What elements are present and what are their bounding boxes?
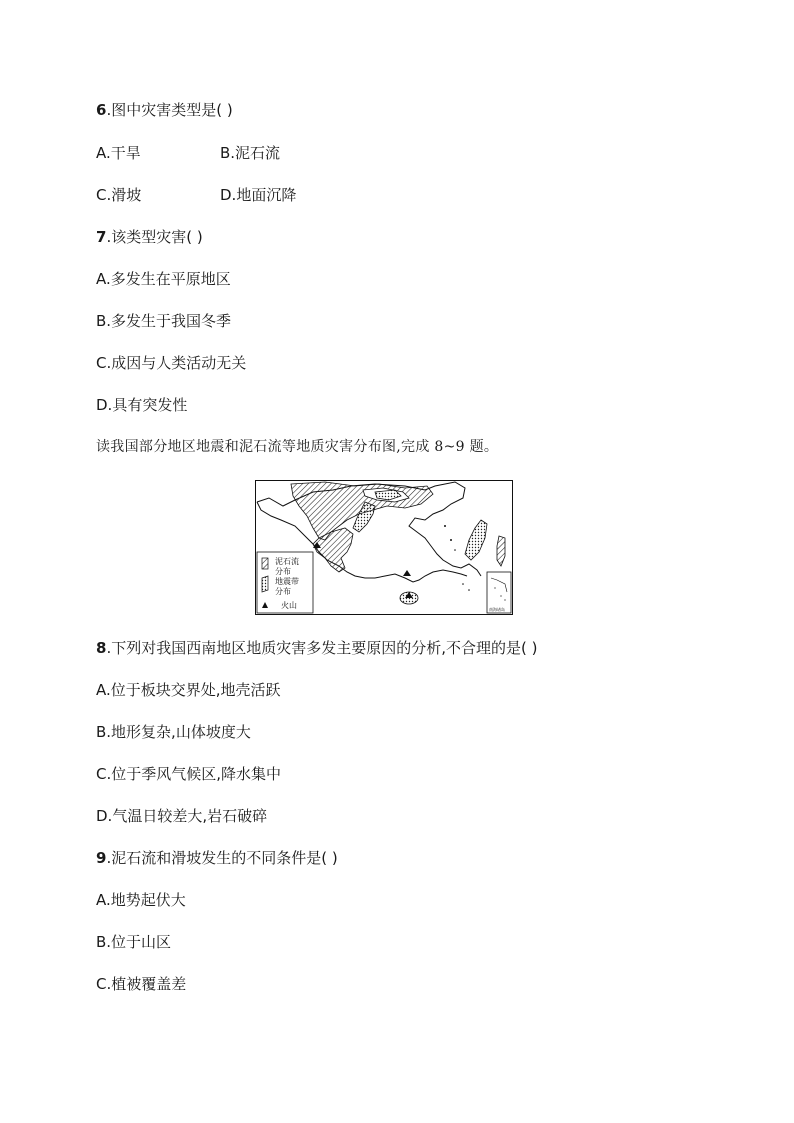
question-number: 6 [96, 101, 107, 119]
question-text: .泥石流和滑坡发生的不同条件是( ) [106, 849, 338, 867]
question-text: .图中灾害类型是( ) [106, 101, 233, 119]
option-b: B.泥石流 [220, 144, 281, 162]
map-instructions: 读我国部分地区地震和泥石流等地质灾害分布图,完成 8~9 题。 [96, 439, 499, 455]
question-text: .下列对我国西南地区地质灾害多发主要原因的分析,不合理的是( ) [106, 639, 538, 657]
option-c: C.成因与人类活动无关 [96, 354, 247, 372]
option-b: B.多发生于我国冬季 [96, 312, 232, 330]
question-7-stem [96, 227, 203, 247]
option-b: B.位于山区 [96, 933, 172, 951]
option-c: C.植被覆盖差 [96, 975, 187, 993]
legend-swatch-earthquake [262, 576, 268, 592]
option-c: C.滑坡 [96, 186, 142, 204]
inset-label: 南海诸岛 [489, 607, 505, 612]
legend-label: 分布 [275, 587, 291, 596]
option-d: D.地面沉降 [220, 186, 297, 204]
legend-label: 地震带 [275, 577, 299, 586]
question-text: .该类型灾害( ) [106, 228, 203, 246]
legend-swatch-debris-flow [262, 558, 268, 569]
question-number: 7 [96, 228, 107, 246]
option-a: A.多发生在平原地区 [96, 270, 231, 288]
option-a: A.位于板块交界处,地壳活跃 [96, 681, 281, 699]
question-6-stem [96, 100, 233, 120]
legend-label: 火山 [281, 601, 297, 610]
option-c: C.位于季风气候区,降水集中 [96, 765, 282, 783]
option-a: A.干旱 [96, 144, 141, 162]
geologic-hazard-map [255, 480, 513, 615]
option-d: D.气温日较差大,岩石破碎 [96, 807, 268, 825]
legend-label: 分布 [275, 567, 291, 576]
question-number: 9 [96, 849, 107, 867]
legend-label: 泥石流 [275, 557, 299, 566]
question-number: 8 [96, 639, 107, 657]
option-d: D.具有突发性 [96, 396, 188, 414]
option-b: B.地形复杂,山体坡度大 [96, 723, 251, 741]
question-9-stem [96, 848, 338, 868]
option-a: A.地势起伏大 [96, 891, 186, 909]
map-figure [255, 480, 513, 615]
question-8-stem [96, 638, 537, 658]
